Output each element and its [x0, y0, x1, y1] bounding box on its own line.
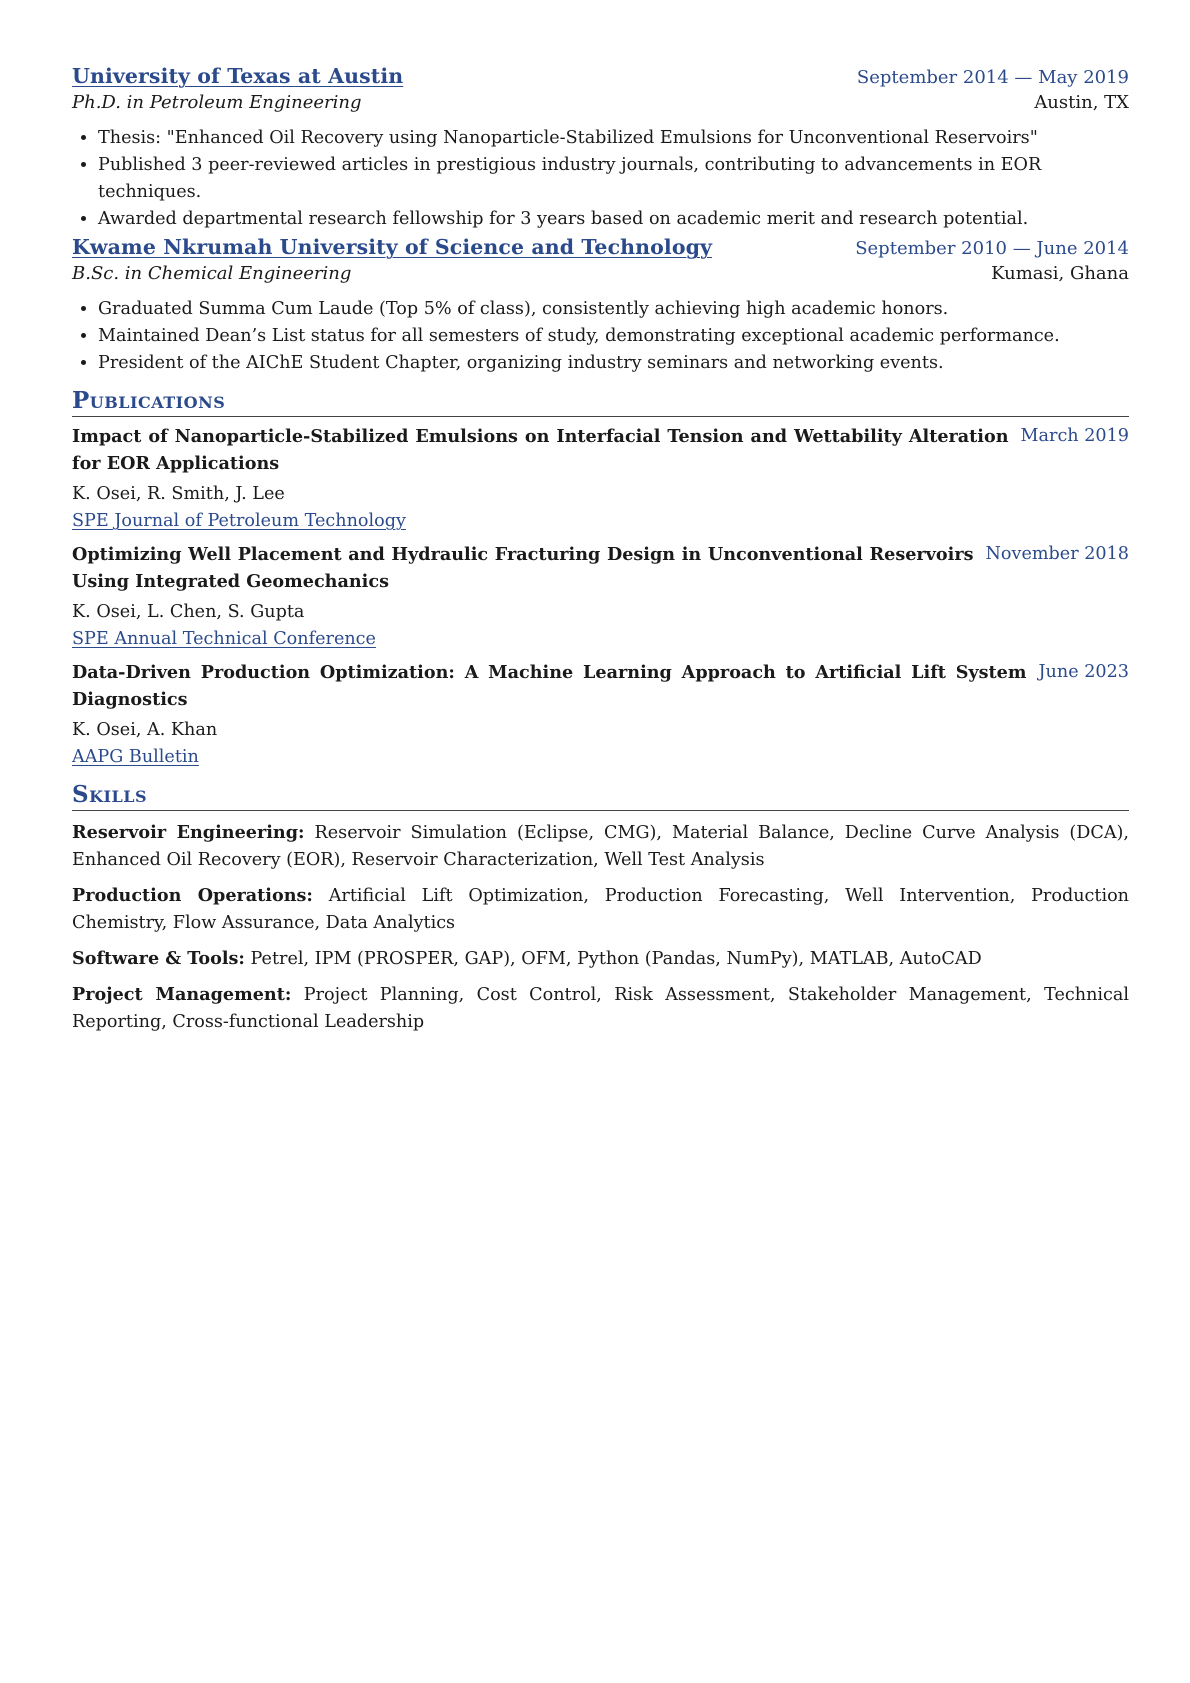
education-dates: September 2014 — May 2019 [856, 67, 1129, 88]
publication-title: Impact of Nanoparticle-Stabilized Emulsions on Interfacial Tension and Wettability Alteration for EOR Applications [72, 426, 1009, 474]
school-link[interactable]: University of Texas at Austin [72, 64, 404, 88]
education-dates: September 2010 — June 2014 [855, 238, 1129, 259]
location: Austin, TX [1034, 92, 1129, 113]
skill-text: Artificial Lift Optimization, Production Forecasting, Well Intervention, Production Chemistry, Flow Assurance, Data Analytics [72, 886, 1130, 933]
skill-text: Petrel, IPM (PROSPER, GAP), OFM, Python (Pandas, NumPy), MATLAB, AutoCAD [250, 949, 982, 969]
publication-entry [72, 659, 1129, 771]
skill-label: Reservoir Engineering: [72, 822, 305, 843]
degree: B.Sc. in Chemical Engineering [72, 263, 352, 284]
bullet-item: • Published 3 peer-reviewed articles in prestigious industry journals, contributing to advancements in EOR techniques. [98, 152, 1129, 206]
publication-title: Data-Driven Production Optimization: A Machine Learning Approach to Artificial Lift System Diagnostics [72, 662, 1027, 710]
skill-entry [72, 981, 1129, 1036]
skills-list [72, 819, 1129, 1036]
publication-authors: K. Osei, L. Chen, S. Gupta [72, 602, 305, 622]
publication-authors: K. Osei, A. Khan [72, 720, 218, 740]
bullet-item: • President of the AIChE Student Chapter, organizing industry seminars and networking events. [98, 350, 1129, 377]
skill-entry [72, 819, 1129, 874]
education-entry [72, 64, 1129, 233]
publication-entry [72, 423, 1129, 535]
skill-label: Project Management: [72, 984, 292, 1005]
publication-venue-link[interactable]: SPE Annual Technical Conference [72, 629, 376, 649]
publication-venue-link[interactable]: SPE Journal of Petroleum Technology [72, 511, 406, 531]
publication-entry [72, 541, 1129, 653]
skill-text: Project Planning, Cost Control, Risk Assessment, Stakeholder Management, Technical Reporting, Cross-functional Leadership [72, 985, 1130, 1032]
publication-authors: K. Osei, R. Smith, J. Lee [72, 484, 285, 504]
publication-date: June 2023 [1038, 662, 1129, 682]
publication-title: Optimizing Well Placement and Hydraulic Fracturing Design in Unconventional Reservoirs Using Integrated Geomechanics [72, 544, 974, 592]
bullet-item: • Graduated Summa Cum Laude (Top 5% of class), consistently achieving high academic honors. [98, 296, 1129, 323]
skill-entry [72, 882, 1129, 937]
location: Kumasi, Ghana [991, 263, 1129, 284]
education-entry [72, 235, 1129, 377]
publication-date: November 2018 [985, 544, 1129, 564]
bullet-item: • Thesis: "Enhanced Oil Recovery using Nanoparticle-Stabilized Emulsions for Unconventional Reservoirs" [98, 125, 1129, 152]
education-bullets [72, 125, 1129, 233]
skill-text: Reservoir Simulation (Eclipse, CMG), Material Balance, Decline Curve Analysis (DCA), Enhanced Oil Recovery (EOR), Reservoir Characterization, Well Test Analysis [72, 823, 1129, 870]
skill-label: Production Operations: [72, 885, 313, 906]
publication-date: March 2019 [1020, 426, 1129, 446]
bullet-item: • Awarded departmental research fellowship for 3 years based on academic merit and research potential. [98, 206, 1129, 233]
bullet-item: • Maintained Dean’s List status for all semesters of study, demonstrating exceptional academic performance. [98, 323, 1129, 350]
school-link[interactable]: Kwame Nkrumah University of Science and Technology [72, 235, 713, 259]
skill-label: Software & Tools: [72, 948, 245, 969]
section-heading-publications: Publications [72, 386, 1129, 417]
education-bullets [72, 296, 1129, 377]
degree: Ph.D. in Petroleum Engineering [72, 92, 362, 113]
section-heading-skills: Skills [72, 780, 1129, 811]
skill-entry [72, 945, 1129, 973]
publication-venue-link[interactable]: AAPG Bulletin [72, 747, 199, 767]
